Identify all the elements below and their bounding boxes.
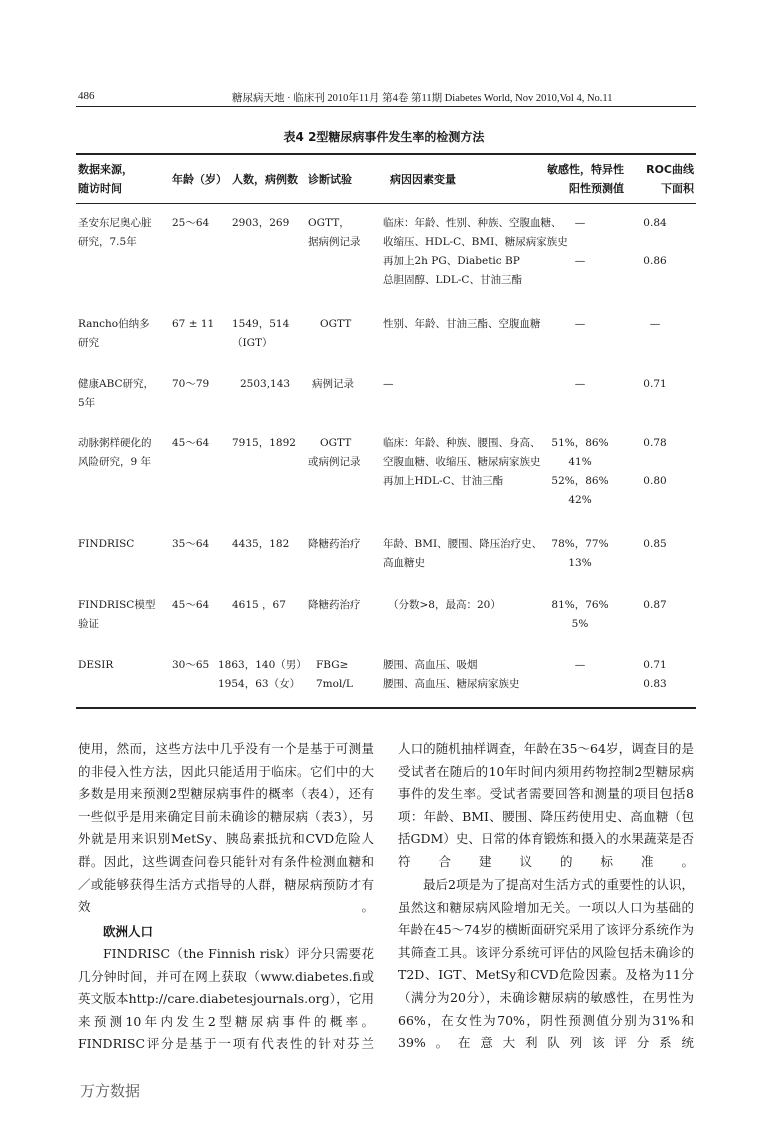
header-test: 诊断试验: [308, 173, 352, 186]
cell-source: 动脉粥样硬化的 风险研究，9 年: [78, 437, 152, 468]
cell-risk-factors: （分数>8，最高：20）: [388, 599, 501, 611]
header-sensitivity: 敏感性，特异性 阳性预测值: [547, 163, 624, 195]
running-head: 糖尿病天地 · 临床刊 2010年11月 第4卷 第11期 Diabetes World, Nov 2010,Vol 4, No.11: [232, 93, 613, 104]
cell-roc: 0.87: [643, 599, 667, 611]
cell-age: 70～79: [172, 378, 210, 390]
cell-source: 圣安东尼奥心脏 研究，7.5年: [78, 217, 152, 248]
cell-roc: 0.85: [643, 538, 667, 550]
cell-test: 病例记录: [312, 378, 354, 390]
cell-count: 1863，140（男） 1954，63（女）: [218, 659, 307, 690]
cell-roc: 0.78 0.80: [643, 437, 667, 487]
header-source: 数据来源， 随访时间: [78, 163, 133, 195]
cell-source: FINDRISC: [78, 538, 135, 550]
cell-sensitivity: — —: [574, 217, 586, 267]
section-heading: 欧洲人口: [103, 924, 154, 939]
cell-risk-factors: 腰围、高血压、吸烟 腰围、高血压、糖尿病家族史: [383, 659, 520, 690]
table-title: 表4 2型糖尿病事件发生率的检测方法: [283, 130, 485, 144]
cell-age: 35～64: [172, 538, 210, 550]
body-paragraph: FINDRISC（the Finnish risk）评分只需要花几分钟时间，并可在网上获取（www.diabetes.fi或英文版本http://care.diabetesjournals.org），它用来预测10年内发生2型糖尿病事件的概率。FINDRISC评分是基于一项有代表性的针对芬兰: [78, 946, 374, 1052]
cell-count: 4615 ，67: [232, 599, 286, 611]
body-paragraph: 人口的随机抽样调查，年龄在35～64岁，调查目的是受试者在随后的10年时间内须用药物控制2型糖尿病事件的发生率。受试者需要回答和测量的项目包括8项：年龄、BMI、腰围、降压药使用史、高血糖（包括GDM）史、日常的体育锻炼和摄入的水果蔬菜是否符合建议的标准。: [398, 741, 694, 869]
watermark: 万方数据: [80, 1082, 141, 1100]
table-header-rule: [76, 203, 696, 204]
cell-sensitivity: —: [574, 659, 586, 671]
cell-sensitivity: —: [574, 318, 586, 330]
cell-risk-factors: 年龄、BMI、腰围、降压治疗史、 高血糖史: [383, 538, 543, 569]
cell-age: 30～65: [172, 659, 210, 671]
header-roc: ROC曲线 下面积: [646, 163, 694, 195]
cell-source: FINDRISC模型 验证: [78, 599, 156, 630]
cell-risk-factors: 临床：年龄、性别、种族、空腹血糖、 收缩压、HDL-C、BMI、糖尿病家族史 再加上2h PG、Diabetic BP 总胆固醇、LDL-C、甘油三酯: [383, 217, 568, 286]
cell-source: Rancho伯纳多 研究: [78, 318, 150, 349]
header-risk-factors: 病因因素变量: [390, 173, 456, 186]
cell-count: 7915，1892: [232, 437, 296, 449]
cell-source: DESIR: [78, 659, 114, 671]
cell-test: 降糖药治疗: [308, 538, 361, 550]
cell-test: OGTT 或病例记录: [308, 437, 361, 468]
cell-count: 2903，269: [232, 217, 290, 229]
cell-age: 25～64: [172, 217, 210, 229]
cell-sensitivity: —: [574, 378, 586, 390]
cell-sensitivity: 78%，77% 13%: [551, 538, 609, 569]
cell-risk-factors: 性别、年龄、甘油三酯、空腹血糖: [383, 318, 541, 330]
cell-risk-factors: 临床：年龄、种族、腰围、身高、 空腹血糖、收缩压、糖尿病家族史 再加上HDL-C、甘油三酯: [383, 437, 541, 487]
cell-count: 2503,143: [240, 378, 291, 390]
cell-risk-factors: —: [383, 378, 394, 390]
header-count: 人数，病例数: [232, 173, 298, 186]
cell-source: 健康ABC研究， 5年: [78, 378, 155, 409]
cell-test: OGTT， 据病例记录: [308, 217, 361, 248]
cell-test: FBG≥ 7mol/L: [316, 659, 353, 690]
cell-test: 降糖药治疗: [308, 599, 361, 611]
table-bottom-rule: [76, 707, 696, 709]
body-paragraph: 使用，然而，这些方法中几乎没有一个是基于可测量的非侵入性方法，因此只能适用于临床。它们中的大多数是用来预测2型糖尿病事件的概率（表4），还有一些似乎是用来确定目前未确诊的糖尿病（表3），另外就是用来识别MetSy、胰岛素抵抗和CVD危险人群。因此，这些调查问卷只能针对有条件检测血糖和／或能够获得生活方式指导的人群，糖尿病预防才有效。: [78, 741, 374, 915]
page-number: 486: [78, 90, 95, 102]
cell-age: 67 ± 11: [172, 318, 215, 330]
cell-sensitivity: 81%，76% 5%: [551, 599, 609, 630]
cell-roc: 0.84 0.86: [643, 217, 667, 267]
cell-count: 1549，514 （IGT）: [232, 318, 290, 349]
cell-roc: 0.71 0.83: [643, 659, 667, 690]
cell-count: 4435，182: [232, 538, 290, 550]
table-top-rule: [76, 153, 696, 155]
cell-roc: 0.71: [643, 378, 667, 390]
cell-age: 45～64: [172, 599, 210, 611]
body-paragraph: 最后2项是为了提高对生活方式的重要性的认识，虽然这和糖尿病风险增加无关。一项以人口为基础的年龄在45～74岁的横断面研究采用了该评分系统作为其筛查工具。该评分系统可评估的风险包括未确诊的T2D、IGT、MetSy和CVD危险因素。及格为11分（满分为20分），未确诊糖尿病的敏感性，在男性为66%，在女性为70%，阴性预测值分别为31%和39%。在意大利队列该评分系统: [398, 877, 694, 1051]
header-age: 年龄（岁）: [172, 173, 227, 186]
cell-age: 45～64: [172, 437, 210, 449]
cell-roc: —: [649, 318, 661, 330]
header-rule: [76, 106, 696, 107]
cell-test: OGTT: [320, 318, 352, 330]
cell-sensitivity: 51%，86% 41% 52%，86% 42%: [551, 437, 609, 506]
